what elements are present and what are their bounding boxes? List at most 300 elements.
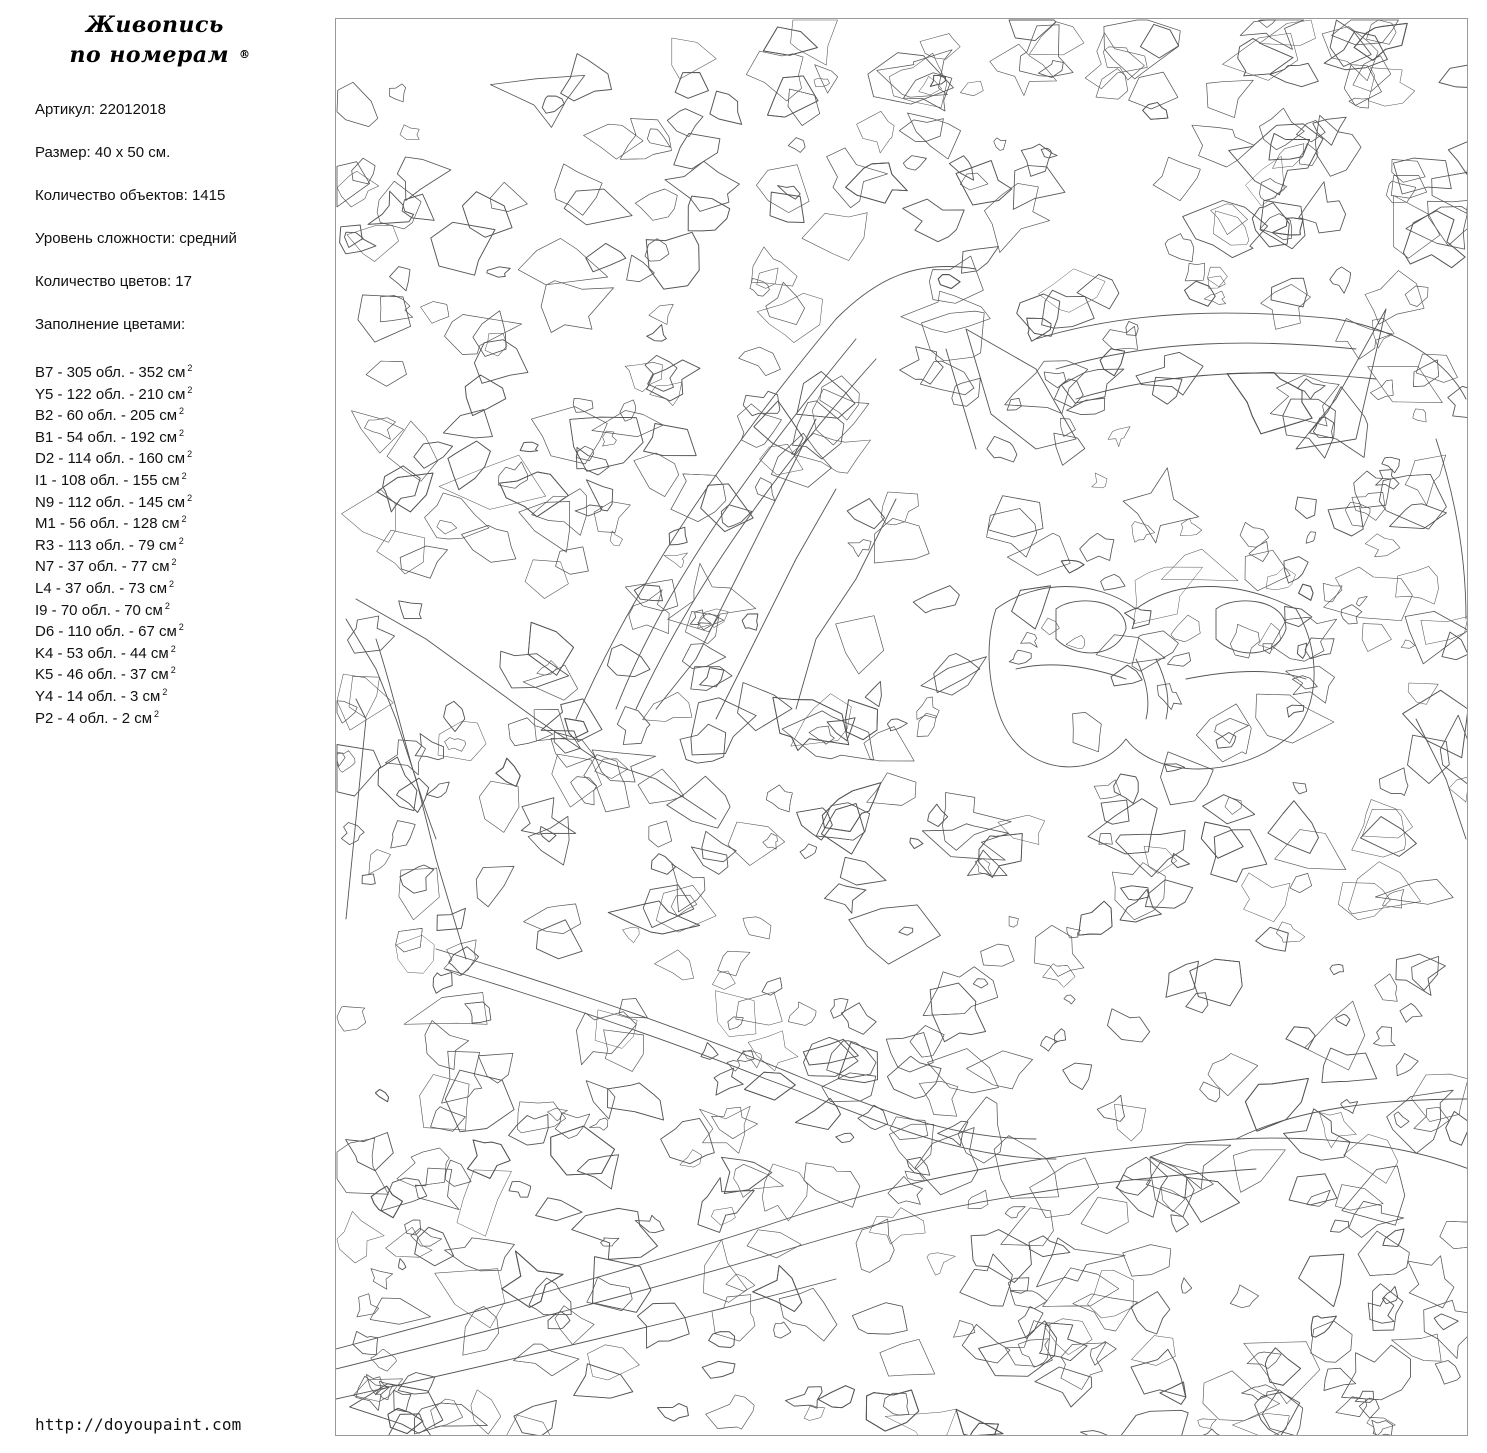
paint-region-outline <box>1240 522 1269 547</box>
paint-region-outline <box>1030 1158 1099 1218</box>
paint-region-outline <box>1266 567 1295 590</box>
paint-region-outline <box>1448 142 1468 175</box>
paint-region-outline <box>757 268 778 289</box>
paint-region-outline <box>1103 47 1144 80</box>
paint-region-outline <box>1181 1278 1192 1293</box>
paint-region-outline <box>1392 1334 1442 1361</box>
paint-region-outline <box>1448 386 1468 417</box>
paint-region-outline <box>1383 1229 1404 1247</box>
paint-region-outline <box>901 291 991 332</box>
paint-region-outline <box>1145 880 1192 908</box>
paint-region-outline <box>1424 1300 1468 1358</box>
paint-region-outline <box>1413 409 1426 422</box>
paint-region-outline <box>1259 20 1315 46</box>
paint-region-outline <box>536 1198 583 1221</box>
paint-region-outline <box>1324 31 1387 69</box>
paint-region-outline <box>1370 380 1393 400</box>
paint-region-outline <box>763 27 817 55</box>
paint-region-outline <box>649 821 672 847</box>
paint-region-outline <box>910 838 923 849</box>
paint-region-outline <box>1362 809 1412 838</box>
paint-region-outline <box>753 1265 802 1311</box>
paint-region-outline <box>1061 560 1084 573</box>
paint-region-outline <box>1330 964 1344 974</box>
paint-region-outline <box>709 1332 735 1348</box>
paint-region-outline <box>956 161 1012 206</box>
paint-region-outline <box>617 707 650 745</box>
paint-region-outline <box>650 382 682 406</box>
paint-region-outline <box>774 1322 791 1338</box>
paint-region-outline <box>604 1030 644 1072</box>
paint-region-outline <box>846 700 878 740</box>
paint-region-outline <box>899 119 943 142</box>
paint-region-outline <box>782 711 874 760</box>
color-fill-text: D2 - 114 обл. - 160 см <box>35 450 186 468</box>
paint-region-outline <box>595 759 628 779</box>
paint-region-outline <box>1180 518 1202 535</box>
paint-region-outline <box>812 389 869 445</box>
paint-region-outline <box>362 874 375 885</box>
paint-region-outline <box>1203 1371 1280 1421</box>
paint-region-outline <box>1196 704 1251 762</box>
paint-region-outline <box>788 1002 816 1026</box>
paint-region-outline <box>962 1324 1010 1363</box>
color-fill-unit-sup: 2 <box>171 557 177 568</box>
paint-region-outline <box>825 884 866 913</box>
paint-region-outline <box>445 315 522 355</box>
paint-region-outline <box>574 1364 633 1398</box>
paint-region-outline <box>1041 148 1057 158</box>
color-fill-item <box>35 660 192 682</box>
paint-region-outline <box>883 1393 909 1415</box>
paint-region-outline <box>820 376 860 420</box>
paint-region-outline <box>1396 566 1439 604</box>
paint-region-outline <box>766 785 792 812</box>
paint-region-outline <box>691 847 728 874</box>
paint-region-outline <box>623 927 640 943</box>
color-fill-text: B7 - 305 обл. - 352 см <box>35 364 186 381</box>
paint-region-outline <box>938 275 960 289</box>
paint-region-outline <box>744 1072 795 1100</box>
paint-region-outline <box>1306 532 1316 543</box>
paint-region-outline <box>1054 379 1083 408</box>
paint-region-outline <box>528 622 573 675</box>
paint-region-outline <box>1037 1238 1126 1287</box>
paint-region-outline <box>1161 549 1238 581</box>
paint-region-outline <box>846 163 908 203</box>
paint-region-outline <box>866 1390 918 1431</box>
paint-region-outline <box>541 281 614 333</box>
paint-region-outline <box>1401 640 1415 648</box>
paint-region-outline <box>586 1081 615 1119</box>
paint-region-outline <box>1121 886 1150 900</box>
paint-region-outline <box>1373 1027 1395 1046</box>
paint-region-outline <box>1311 1316 1336 1337</box>
paint-region-outline <box>960 1254 1013 1306</box>
color-fill-text: I1 - 108 обл. - 155 см <box>35 471 180 489</box>
paint-region-outline <box>766 785 792 812</box>
paint-region-outline <box>1284 1109 1350 1160</box>
paint-region-outline <box>818 1386 854 1408</box>
paint-region-outline <box>1131 1292 1170 1334</box>
paint-region-outline <box>849 905 941 964</box>
paint-region-outline <box>1010 1291 1047 1309</box>
paint-region-outline <box>804 1163 860 1208</box>
paint-region-outline <box>930 983 985 1042</box>
paint-region-outline <box>1272 218 1303 235</box>
paint-region-outline <box>625 362 662 391</box>
website-link[interactable]: http://doyoupaint.com <box>35 1415 242 1434</box>
paint-region-outline <box>768 76 819 117</box>
paint-region-outline <box>923 967 998 1016</box>
paint-region-outline <box>471 1390 501 1434</box>
paint-region-outline <box>1096 69 1128 100</box>
paint-region-outline <box>1408 1256 1454 1308</box>
paint-region-outline <box>1131 1349 1186 1397</box>
paint-region-outline <box>1029 1236 1070 1257</box>
paint-region-outline <box>756 165 809 213</box>
color-fill-unit-sup: 2 <box>187 492 193 503</box>
paint-region-outline <box>1013 166 1065 210</box>
paint-region-outline <box>644 424 697 456</box>
paint-region-outline <box>1394 1112 1409 1128</box>
paint-region-outline <box>827 718 855 741</box>
paint-region-outline <box>1087 1270 1133 1318</box>
paint-region-outline <box>858 1105 888 1129</box>
paint-region-outline <box>802 213 867 261</box>
paint-region-outline <box>608 1083 664 1120</box>
color-fill-item <box>35 466 192 488</box>
paint-region-outline <box>927 1253 955 1275</box>
color-fill-text: K5 - 46 обл. - 37 см <box>35 666 169 684</box>
paint-region-outline <box>588 1345 640 1380</box>
paint-region-outline <box>654 950 693 980</box>
color-fill-text: M1 - 56 обл. - 128 см <box>35 515 180 533</box>
difficulty-level: Уровень сложности: средний <box>35 230 237 247</box>
paint-region-outline <box>502 1251 563 1307</box>
paint-region-outline <box>664 553 687 568</box>
paint-region-outline <box>1201 822 1243 858</box>
color-fill-item <box>35 509 192 531</box>
paint-region-outline <box>1238 39 1293 76</box>
paint-region-outline <box>674 133 720 169</box>
paint-region-outline <box>1245 1078 1308 1131</box>
paint-region-outline <box>1370 380 1393 400</box>
paint-region-outline <box>1345 502 1370 526</box>
color-fill-item <box>35 401 192 423</box>
paint-region-outline <box>337 1007 366 1032</box>
paint-region-outline <box>337 1138 388 1194</box>
paint-region-outline <box>922 311 985 361</box>
canvas-size: Размер: 40 х 50 см. <box>35 144 171 161</box>
paint-region-outline <box>608 1083 664 1120</box>
paint-region-outline <box>1114 774 1139 804</box>
paint-region-outline <box>920 34 960 60</box>
color-fill-unit-sup: 2 <box>179 406 185 417</box>
paint-region-outline <box>500 472 569 517</box>
paint-region-outline <box>1273 144 1304 169</box>
paint-region-outline <box>1397 1054 1419 1076</box>
paint-region-outline <box>779 1288 837 1341</box>
paint-region-outline <box>619 999 648 1018</box>
paint-region-outline <box>973 979 988 988</box>
paint-region-outline <box>1108 1009 1150 1042</box>
paint-region-outline <box>427 782 449 798</box>
paint-region-outline <box>788 138 805 153</box>
paint-region-outline <box>1299 1254 1344 1306</box>
paint-region-outline <box>680 1150 702 1168</box>
paint-region-outline <box>1242 873 1290 922</box>
paint-region-outline <box>800 844 817 859</box>
color-fill-list <box>35 358 192 725</box>
paint-region-outline <box>971 1230 1031 1283</box>
paint-region-outline <box>592 410 664 436</box>
paint-region-outline <box>1157 684 1181 710</box>
paint-region-outline <box>1054 433 1085 465</box>
paint-region-outline <box>1344 65 1381 106</box>
paint-region-outline <box>1005 1207 1025 1218</box>
paint-region-outline <box>1311 1321 1352 1362</box>
paint-region-outline <box>638 769 684 804</box>
paint-region-outline <box>1268 801 1319 854</box>
color-fill-unit-sup: 2 <box>162 686 168 697</box>
paint-region-outline <box>691 698 756 755</box>
paint-region-outline <box>702 1361 735 1378</box>
paint-region-outline <box>770 192 804 222</box>
paint-region-outline <box>445 1238 515 1271</box>
paint-region-outline <box>721 505 752 527</box>
paint-region-outline <box>1305 1001 1365 1070</box>
paint-region-outline <box>981 944 1015 966</box>
color-fill-text: R3 - 113 обл. - 79 см <box>35 536 177 554</box>
paint-region-outline <box>465 1002 491 1023</box>
paint-region-outline <box>524 904 581 934</box>
paint-region-outline <box>1044 372 1066 388</box>
paint-region-outline <box>1185 1177 1240 1222</box>
paint-region-outline <box>1335 1185 1383 1211</box>
paint-region-outline <box>715 991 756 1037</box>
paint-region-outline <box>358 295 411 342</box>
paint-region-outline <box>1391 176 1426 199</box>
paint-region-outline <box>1007 533 1070 575</box>
paint-region-outline <box>766 282 805 324</box>
paint-region-outline <box>457 1170 512 1236</box>
paint-region-outline <box>529 1278 571 1315</box>
paint-region-outline <box>445 1070 514 1132</box>
paint-region-outline <box>627 255 655 282</box>
paint-region-outline <box>1414 1107 1449 1131</box>
paint-region-outline <box>564 189 632 225</box>
color-fill-text: B1 - 54 обл. - 192 см <box>35 428 178 446</box>
paint-region-outline <box>706 1395 755 1429</box>
paint-region-outline <box>576 1012 636 1065</box>
paint-region-outline <box>1021 632 1038 647</box>
paint-region-outline <box>366 361 406 386</box>
paint-region-outline <box>913 586 959 613</box>
color-fill-unit-sup: 2 <box>179 427 185 438</box>
paint-region-outline <box>1293 783 1307 794</box>
paint-region-outline <box>337 1211 384 1263</box>
color-fill-item <box>35 704 192 726</box>
paint-region-outline <box>467 1140 510 1179</box>
paint-region-outline <box>987 436 1017 462</box>
paint-region-outline <box>498 462 527 488</box>
paint-region-outline <box>1001 1208 1054 1246</box>
paint-region-outline <box>1259 178 1286 200</box>
paint-region-outline <box>1449 777 1468 802</box>
paint-region-outline <box>791 20 838 65</box>
paint-region-outline <box>1324 1368 1356 1390</box>
product-info <box>35 100 237 358</box>
paint-region-outline <box>1039 269 1106 313</box>
paint-region-outline <box>365 418 396 440</box>
paint-region-outline <box>1185 1177 1240 1222</box>
paint-region-outline <box>1313 417 1333 437</box>
paint-region-outline <box>348 616 395 653</box>
paint-region-outline <box>525 560 568 599</box>
paint-region-outline <box>1211 830 1267 882</box>
paint-region-outline <box>1143 103 1168 120</box>
paint-region-outline <box>968 1190 988 1208</box>
paint-region-outline <box>742 614 758 630</box>
paint-region-outline <box>443 410 492 438</box>
paint-region-outline <box>500 472 569 517</box>
paint-region-outline <box>394 1390 411 1412</box>
paint-region-outline <box>1143 103 1168 120</box>
paint-region-outline <box>738 683 793 731</box>
paint-region-outline <box>1088 799 1157 854</box>
paint-region-outline <box>389 84 405 102</box>
paint-region-outline <box>1094 780 1120 799</box>
paint-region-outline <box>634 453 679 497</box>
paint-region-outline <box>1412 1074 1468 1122</box>
paint-region-outline <box>734 1164 784 1197</box>
paint-region-outline <box>399 601 422 619</box>
paint-region-outline <box>1101 574 1126 590</box>
paint-region-outline <box>513 1344 579 1376</box>
color-fill-item <box>35 617 192 639</box>
paint-region-outline <box>1252 203 1289 247</box>
paint-region-outline <box>1338 883 1390 920</box>
paint-region-outline <box>1286 1027 1315 1049</box>
paint-region-outline <box>1295 497 1316 518</box>
paint-region-outline <box>1035 925 1085 976</box>
paint-region-outline <box>886 1033 933 1073</box>
paint-region-outline <box>921 657 987 695</box>
paint-region-outline <box>397 1148 449 1186</box>
paint-region-outline <box>795 1098 840 1129</box>
paint-region-outline <box>586 480 612 511</box>
paint-region-outline <box>1018 1339 1052 1367</box>
paint-region-outline <box>1283 399 1336 458</box>
paint-region-outline <box>1079 901 1112 935</box>
paint-region-outline <box>836 1133 854 1142</box>
paint-region-outline <box>637 1303 689 1348</box>
paint-region-outline <box>737 404 781 448</box>
paint-region-outline <box>773 697 849 750</box>
paint-region-outline <box>1140 24 1178 58</box>
color-fill-item <box>35 552 192 574</box>
paint-region-outline <box>827 1041 876 1078</box>
paint-region-outline <box>444 701 465 731</box>
paint-region-outline <box>984 183 1049 252</box>
color-fill-item <box>35 423 192 445</box>
paint-region-outline <box>1379 474 1446 529</box>
paint-region-outline <box>1203 795 1255 824</box>
paint-region-outline <box>923 967 998 1016</box>
paint-region-outline <box>551 738 595 767</box>
paint-region-outline <box>671 474 726 522</box>
paint-region-outline <box>383 466 421 512</box>
paint-region-outline <box>1434 1314 1458 1330</box>
paint-region-outline <box>1063 1063 1092 1090</box>
paint-region-outline <box>635 1215 664 1232</box>
paint-region-outline <box>953 1321 975 1338</box>
paint-region-outline <box>743 917 771 939</box>
paint-region-outline <box>1270 375 1339 426</box>
paint-region-outline <box>1097 1095 1124 1121</box>
cat-ear-left-outline <box>946 329 1076 449</box>
paint-region-outline <box>746 51 803 101</box>
paint-region-outline <box>1009 650 1031 664</box>
paint-region-outline <box>337 82 378 126</box>
paint-region-outline <box>762 1164 807 1221</box>
paint-region-outline <box>1043 964 1075 988</box>
paint-region-outline <box>928 1049 999 1093</box>
paint-region-outline <box>1121 1410 1189 1436</box>
paint-region-outline <box>592 750 656 782</box>
paint-region-outline <box>397 157 451 201</box>
paint-region-outline <box>1007 398 1021 410</box>
paint-region-outline <box>528 622 573 675</box>
ground-outline <box>336 1099 1468 1399</box>
color-fill-text: Y5 - 122 обл. - 210 см <box>35 385 186 403</box>
paint-region-outline <box>852 1303 907 1334</box>
paint-region-outline <box>1227 373 1312 434</box>
paint-region-outline <box>691 667 732 691</box>
paint-region-outline <box>1275 830 1346 870</box>
paint-region-outline <box>370 1298 430 1324</box>
paint-region-outline <box>572 1208 658 1259</box>
paint-region-outline <box>357 1294 379 1317</box>
paint-region-outline <box>1123 468 1199 543</box>
paint-region-outline <box>368 191 414 224</box>
paint-region-outline <box>930 75 945 86</box>
color-fill-unit-sup: 2 <box>181 470 187 481</box>
paint-region-outline <box>586 243 626 271</box>
paint-region-outline <box>658 1404 689 1422</box>
paint-region-outline <box>1272 218 1303 235</box>
paint-region-outline <box>1365 534 1400 557</box>
paint-region-outline <box>1096 635 1165 664</box>
paint-region-outline <box>1064 995 1075 1004</box>
paint-region-outline <box>1394 196 1440 259</box>
paint-region-outline <box>1198 1419 1217 1429</box>
color-fill-text: I9 - 70 обл. - 70 см <box>35 601 163 619</box>
paint-region-outline <box>377 473 433 512</box>
paint-region-outline <box>391 821 416 848</box>
paint-region-outline <box>635 189 677 220</box>
paint-region-outline <box>1341 605 1362 624</box>
paint-region-outline <box>509 1181 531 1197</box>
paint-region-outline <box>962 247 999 274</box>
paint-region-outline <box>1165 234 1194 262</box>
color-fill-text: D6 - 110 обл. - 67 см <box>35 623 177 641</box>
paint-region-outline <box>1260 200 1305 248</box>
paint-region-outline <box>979 834 1023 878</box>
paint-region-outline <box>1356 596 1367 606</box>
paint-region-outline <box>399 868 439 920</box>
